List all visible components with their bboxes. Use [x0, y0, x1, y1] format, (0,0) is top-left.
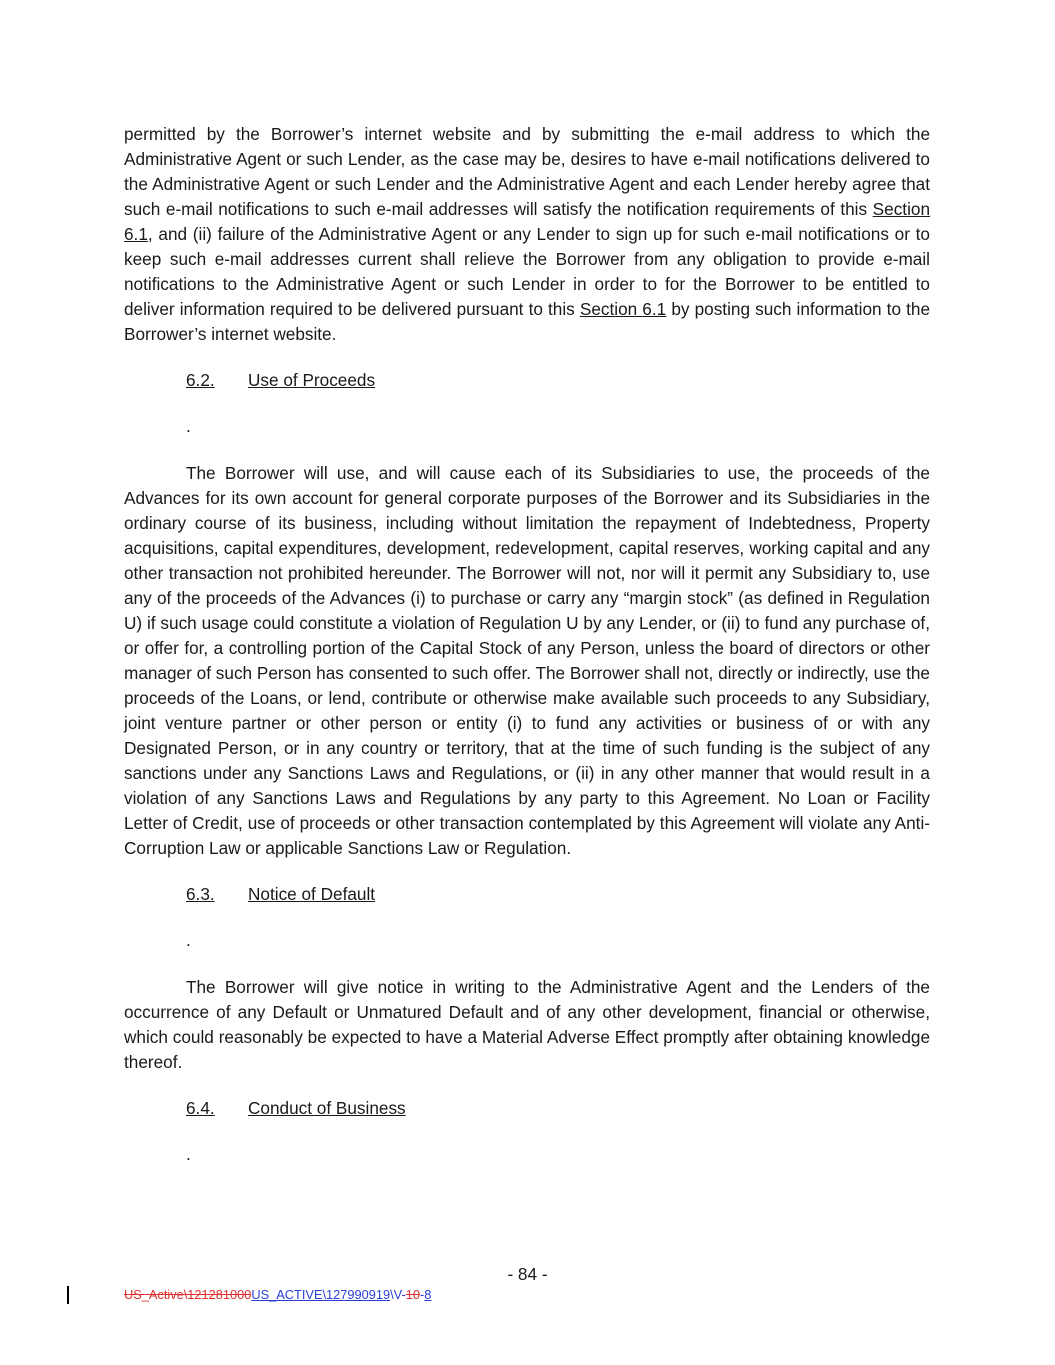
section-heading-6-2 [124, 368, 930, 393]
section-heading-6-3 [124, 882, 930, 907]
section-number: 6.3. [186, 884, 215, 904]
inserted-version: 8 [424, 1287, 432, 1302]
section-title: Conduct of Business [248, 1098, 406, 1118]
section-title: Use of Proceeds [248, 370, 376, 390]
section-dot: . [186, 416, 191, 436]
version-separator: - [419, 1287, 425, 1302]
document-id [124, 1287, 431, 1303]
section-number: 6.4. [186, 1098, 215, 1118]
doc-version-prefix: \V- [390, 1287, 406, 1302]
section-reference: Section 6.1 [579, 299, 667, 319]
document-body [124, 122, 930, 1167]
section-body-6-3: The Borrower will give notice in writing to the Administrative Agent and the Lenders of the occurrence of any Default or Unmatured Default and of any other development, financial or otherwise, which could reasonably be expected to have a Material Adverse Effect promptly after obtaining knowledge thereof. [124, 977, 930, 1072]
section-dot: . [186, 1144, 191, 1164]
inserted-doc-id: US_ACTIVE\127990919 [251, 1287, 391, 1302]
section-body-6-2: The Borrower will use, and will cause each of its Subsidiaries to use, the proceeds of the Advances for its own account for general corporate purposes of the Borrower and its Subsidiaries in the ordinary course of its business, including without limitation the repayment of Indebtedness, Property acquisitions, capital expenditures, development, redevelopment, capital reserves, working capital and any other transaction not prohibited hereunder. The Borrower will not, nor will it permit any Subsidiary to, use any of the proceeds of the Advances (i) to purchase or carry any “margin stock” (as defined in Regulation U) if such usage could constitute a violation of Regulation U by any Lender, or (ii) to fund any purchase of, or offer for, a controlling portion of the Capital Stock of any Person, unless the board of directors or other manager of such Person has consented to such offer. The Borrower shall not, directly or indirectly, use the proceeds of the Loans, or lend, contribute or otherwise make available such proceeds to any Subsidiary, joint venture partner or other person or entity (i) to fund any activities or business of or with any Designated Person, or in any country or territory, that at the time of such funding is the subject of any sanctions under any Sanctions Laws and Regulations, or (ii) in any other manner that would result in a violation of any Sanctions Laws and Regulations by any party to this Agreement. No Loan or Facility Letter of Credit, use of proceeds or other transaction contemplated by this Agreement will violate any Anti-Corruption Law or applicable Sanctions Law or Regulation. [124, 463, 930, 858]
section-title: Notice of Default [248, 884, 376, 904]
intro-paragraph [124, 122, 930, 347]
page-number: - 84 - [507, 1264, 548, 1284]
section-number: 6.2. [186, 370, 215, 390]
intro-text-3: by posting such information to the Borrower’s internet website. [124, 299, 931, 344]
section-heading-6-4 [124, 1096, 930, 1121]
section-reference: Section 6.1 [124, 199, 930, 244]
deleted-doc-id: US_Active\121281000 [124, 1287, 252, 1302]
section-dot: . [186, 930, 191, 950]
intro-text-2: , and (ii) failure of the Administrative Agent or any Lender to sign up for such e-mail notifications or to keep such e-mail addresses current shall relieve the Borrower from any obligation to provide e-mail notifications to the Administrative Agent or such Lender in order to for the Borrower to be entitled to deliver information required to be delivered pursuant to this [124, 224, 930, 319]
intro-text-1: permitted by the Borrower’s internet website and by submitting the e-mail address to which the Administrative Agent or such Lender, as the case may be, desires to have e-mail notifications delivered to the Administrative Agent or such Lender and the Administrative Agent and each Lender hereby agree that such e-mail notifications to such e-mail addresses will satisfy the notification requirements of this [124, 124, 930, 219]
deleted-version: 10 [405, 1287, 420, 1302]
change-bar [67, 1286, 69, 1304]
